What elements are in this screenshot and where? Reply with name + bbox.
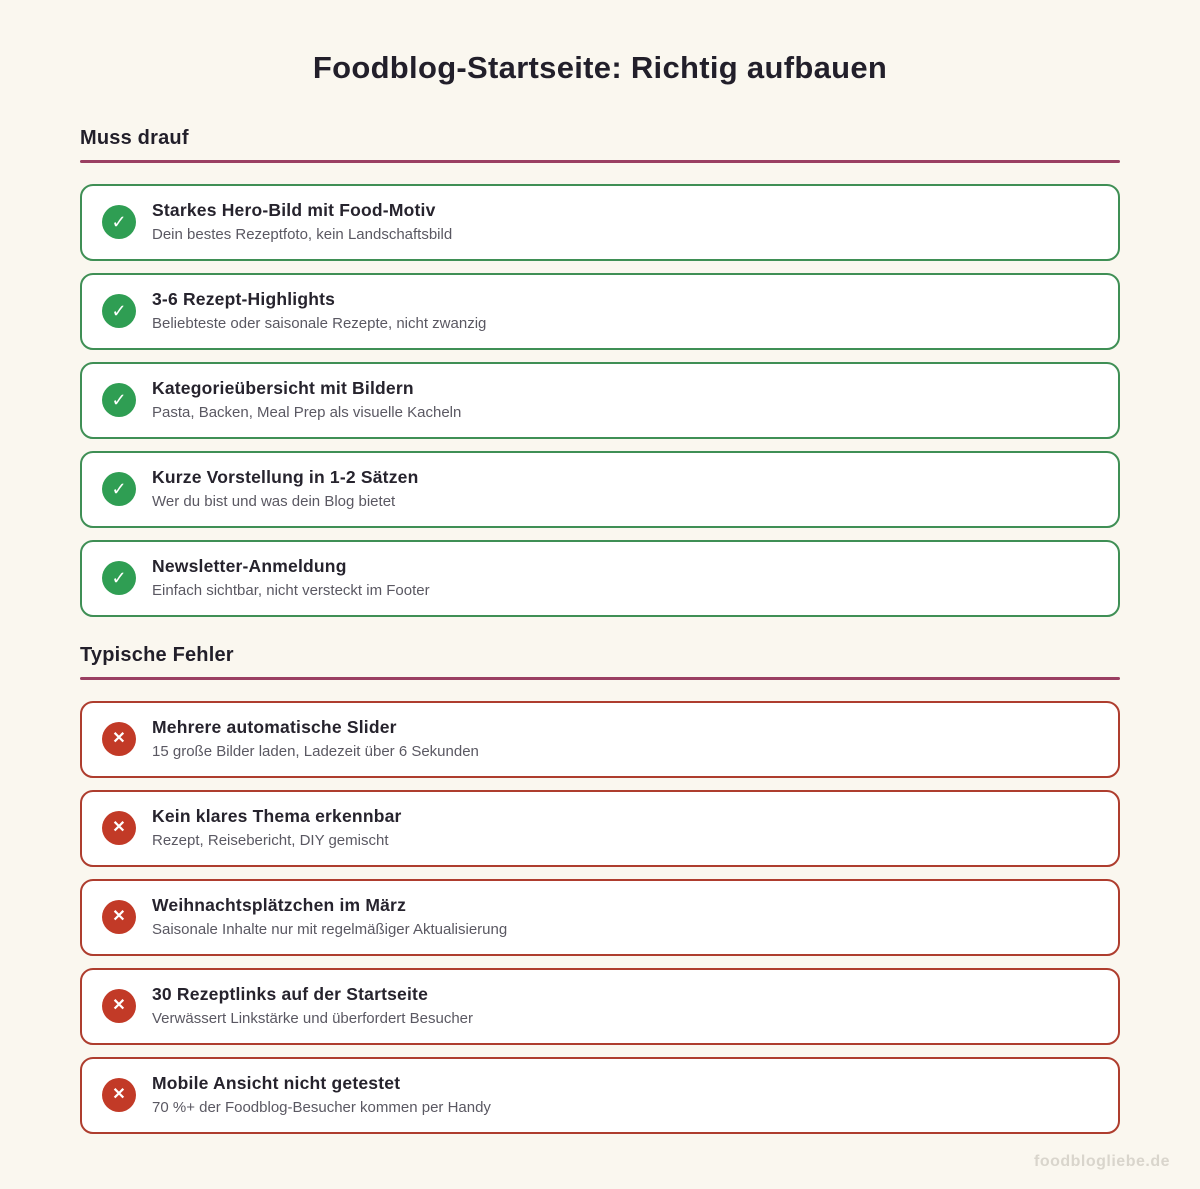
card-subtitle: 15 große Bilder laden, Ladezeit über 6 Sekunden xyxy=(152,743,479,761)
checklist-card xyxy=(80,451,1120,528)
card-text xyxy=(152,717,479,761)
section-muss-drauf xyxy=(80,127,1120,617)
card-subtitle: 70 %+ der Foodblog-Besucher kommen per Handy xyxy=(152,1099,491,1117)
cross-glyph: ✕ xyxy=(112,908,126,926)
card-title: 3-6 Rezept-Highlights xyxy=(152,289,336,310)
card-text xyxy=(152,556,430,600)
cross-icon xyxy=(102,900,136,934)
section-heading-typische-fehler: Typische Fehler xyxy=(80,643,234,666)
card-text xyxy=(152,467,418,511)
card-subtitle: Saisonale Inhalte nur mit regelmäßiger Aktualisierung xyxy=(152,921,508,939)
card-subtitle: Einfach sichtbar, nicht versteckt im Footer xyxy=(152,582,430,600)
check-glyph: ✓ xyxy=(111,212,127,233)
card-subtitle: Dein bestes Rezeptfoto, kein Landschaftsbild xyxy=(152,226,453,244)
section-typische-fehler xyxy=(80,644,1120,1134)
check-glyph: ✓ xyxy=(111,301,127,322)
checklist-card xyxy=(80,362,1120,439)
check-icon xyxy=(102,561,136,595)
check-icon xyxy=(102,472,136,506)
section-heading-muss-drauf: Muss drauf xyxy=(80,126,189,149)
error-card xyxy=(80,701,1120,778)
card-title: Weihnachtsplätzchen im März xyxy=(152,895,407,916)
card-subtitle: Wer du bist und was dein Blog bietet xyxy=(152,493,396,511)
card-text xyxy=(152,1073,491,1117)
cross-icon xyxy=(102,989,136,1023)
cross-glyph: ✕ xyxy=(112,997,126,1015)
error-card xyxy=(80,790,1120,867)
checklist-card xyxy=(80,273,1120,350)
card-title: Starkes Hero-Bild mit Food-Motiv xyxy=(152,200,436,221)
card-text xyxy=(152,806,402,850)
card-title: Kein klares Thema erkennbar xyxy=(152,806,402,827)
check-glyph: ✓ xyxy=(111,479,127,500)
card-title: 30 Rezeptlinks auf der Startseite xyxy=(152,984,429,1005)
card-text xyxy=(152,200,452,244)
card-subtitle: Pasta, Backen, Meal Prep als visuelle Kacheln xyxy=(152,404,462,422)
check-icon xyxy=(102,294,136,328)
card-title: Mobile Ansicht nicht getestet xyxy=(152,1073,401,1094)
card-text xyxy=(152,378,461,422)
checklist-card xyxy=(80,184,1120,261)
error-card xyxy=(80,1057,1120,1134)
error-card xyxy=(80,968,1120,1045)
card-text xyxy=(152,895,507,939)
check-icon xyxy=(102,383,136,417)
watermark: foodblogliebe.de xyxy=(1034,1153,1170,1170)
check-icon xyxy=(102,205,136,239)
card-subtitle: Rezept, Reisebericht, DIY gemischt xyxy=(152,832,389,850)
cross-icon xyxy=(102,811,136,845)
card-title: Kategorieübersicht mit Bildern xyxy=(152,378,414,399)
cross-icon xyxy=(102,1078,136,1112)
cross-card-list xyxy=(80,701,1120,1134)
cross-glyph: ✕ xyxy=(112,730,126,748)
card-title: Newsletter-Anmeldung xyxy=(152,556,347,577)
check-glyph: ✓ xyxy=(111,568,127,589)
card-subtitle: Verwässert Linkstärke und überfordert Besucher xyxy=(152,1010,473,1028)
card-text xyxy=(152,984,473,1028)
check-glyph: ✓ xyxy=(111,390,127,411)
cross-glyph: ✕ xyxy=(112,819,126,837)
cross-icon xyxy=(102,722,136,756)
card-text xyxy=(152,289,486,333)
card-subtitle: Beliebteste oder saisonale Rezepte, nicht zwanzig xyxy=(152,315,487,333)
cross-glyph: ✕ xyxy=(112,1086,126,1104)
check-card-list xyxy=(80,184,1120,617)
card-title: Mehrere automatische Slider xyxy=(152,717,397,738)
card-title: Kurze Vorstellung in 1-2 Sätzen xyxy=(152,467,419,488)
error-card xyxy=(80,879,1120,956)
section-underline xyxy=(80,677,1120,680)
checklist-card xyxy=(80,540,1120,617)
section-underline xyxy=(80,160,1120,163)
page-title: Foodblog-Startseite: Richtig aufbauen xyxy=(312,50,888,85)
